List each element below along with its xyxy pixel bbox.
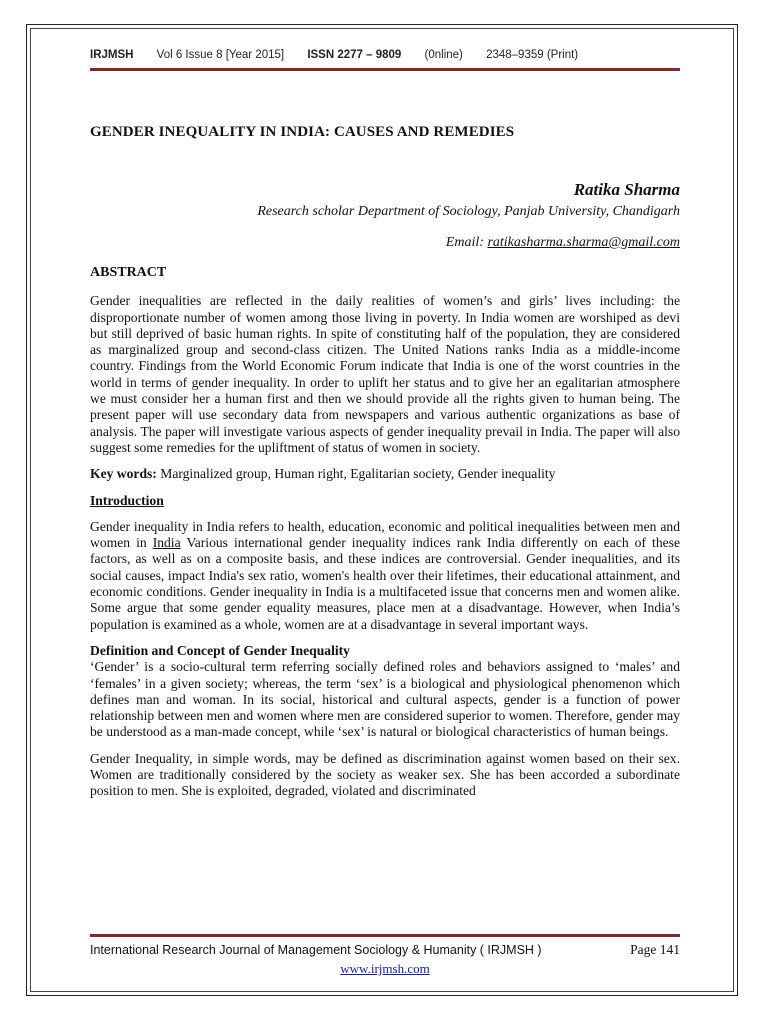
header-issn: ISSN 2277 – 9809 xyxy=(307,49,402,61)
header-journal: IRJMSH xyxy=(90,49,134,61)
abstract-heading: ABSTRACT xyxy=(90,265,167,280)
running-footer xyxy=(90,942,680,958)
keywords-text: Marginalized group, Human right, Egalitarian society, Gender inequality xyxy=(160,466,556,482)
intro-text-after: Various international gender inequality indices rank India differently on each of these factors, as well as on a composite basis, and these indices are controversial. Gender inequalities, and its social causes, impact India's sex ratio, women's health over their lifetimes, their educational attainment, and economic conditions. Gender inequality in India is a multifaceted issue that concerns men and women alike. Some argue that some gender equality measures, place men at a disadvantage. However, when India’s population is examined as a whole, women are at a disadvantage in several important ways. xyxy=(90,535,680,632)
running-header xyxy=(90,49,680,61)
page-number: Page 141 xyxy=(630,942,680,957)
author-affiliation: Research scholar Department of Sociology, Panjab University, Chandigarh xyxy=(257,204,680,219)
header-online: (0nline) xyxy=(424,49,463,61)
header-volume: Vol 6 Issue 8 [Year 2015] xyxy=(156,49,285,61)
footer-rule xyxy=(90,934,680,937)
paper-body xyxy=(90,265,680,810)
header-print: 2348–9359 (Print) xyxy=(486,49,579,61)
header-rule xyxy=(90,68,680,71)
email-label: Email: xyxy=(445,235,484,250)
paper-page xyxy=(90,0,680,1024)
india-link[interactable]: India xyxy=(152,535,181,551)
definition-text-2: Gender Inequality, in simple words, may be defined as discrimination against women based on their sex. Women are traditionally considered by the society as weaker sex. She has been accorded a subordinate position to men. She is exploited, degraded, violated and discriminated xyxy=(90,750,680,799)
paper-title: GENDER INEQUALITY IN INDIA: CAUSES AND REMEDIES xyxy=(90,124,515,140)
footer-journal: International Research Journal of Management Sociology & Humanity ( IRJMSH ) xyxy=(90,943,542,957)
author-email-link[interactable]: ratikasharma.sharma@gmail.com xyxy=(487,235,680,250)
abstract-text: Gender inequalities are reflected in the daily realities of women’s and girls’ lives including: the disproportionate number of women among those living in poverty. In India women are worshiped as devi but still deprived of basic human rights. In spite of constituting half of the population, they are considered as marginalized group and second-class citizen. The United Nations ranks India as a middle-income country. Findings from the World Economic Forum indicate that India is one of the worst countries in the world in terms of gender inequality. In order to uplift her status and to give her an egalitarian atmosphere we must consider her a human first and then we should provide all the rights given to human being. The present paper will use secondary data from newspapers and various authentic organizations as base of analysis. The paper will investigate various aspects of gender inequality prevail in India. The paper will also suggest some remedies for the upliftment of status of women in society. xyxy=(90,293,680,455)
introduction-heading: Introduction xyxy=(90,492,164,508)
author-email-line xyxy=(446,235,680,251)
footer-url-link[interactable]: www.irjmsh.com xyxy=(340,961,430,976)
definition-heading: Definition and Concept of Gender Inequality xyxy=(90,642,350,658)
author-name: Ratika Sharma xyxy=(573,180,680,199)
keywords-label: Key words: xyxy=(90,466,157,482)
keywords-line xyxy=(90,466,680,482)
intro-text-before: Gender inequality in India refers to health, education, economic and political inequalities between men and women in xyxy=(90,518,680,551)
definition-text: ‘Gender’ is a socio-cultural term referring socially defined roles and behaviors assigned to ‘males’ and ‘females’ in a given society; whereas, the term ‘sex’ is a biological and physiological phenomenon which defines man and woman. In its social, historical and cultural aspects, gender is a function of power relationship between men and women where men are considered superior to women. Therefore, gender may be understood as a man-made concept, while ‘sex’ is natural or biological characteristics of human beings. xyxy=(90,659,680,740)
introduction-text xyxy=(90,519,680,633)
